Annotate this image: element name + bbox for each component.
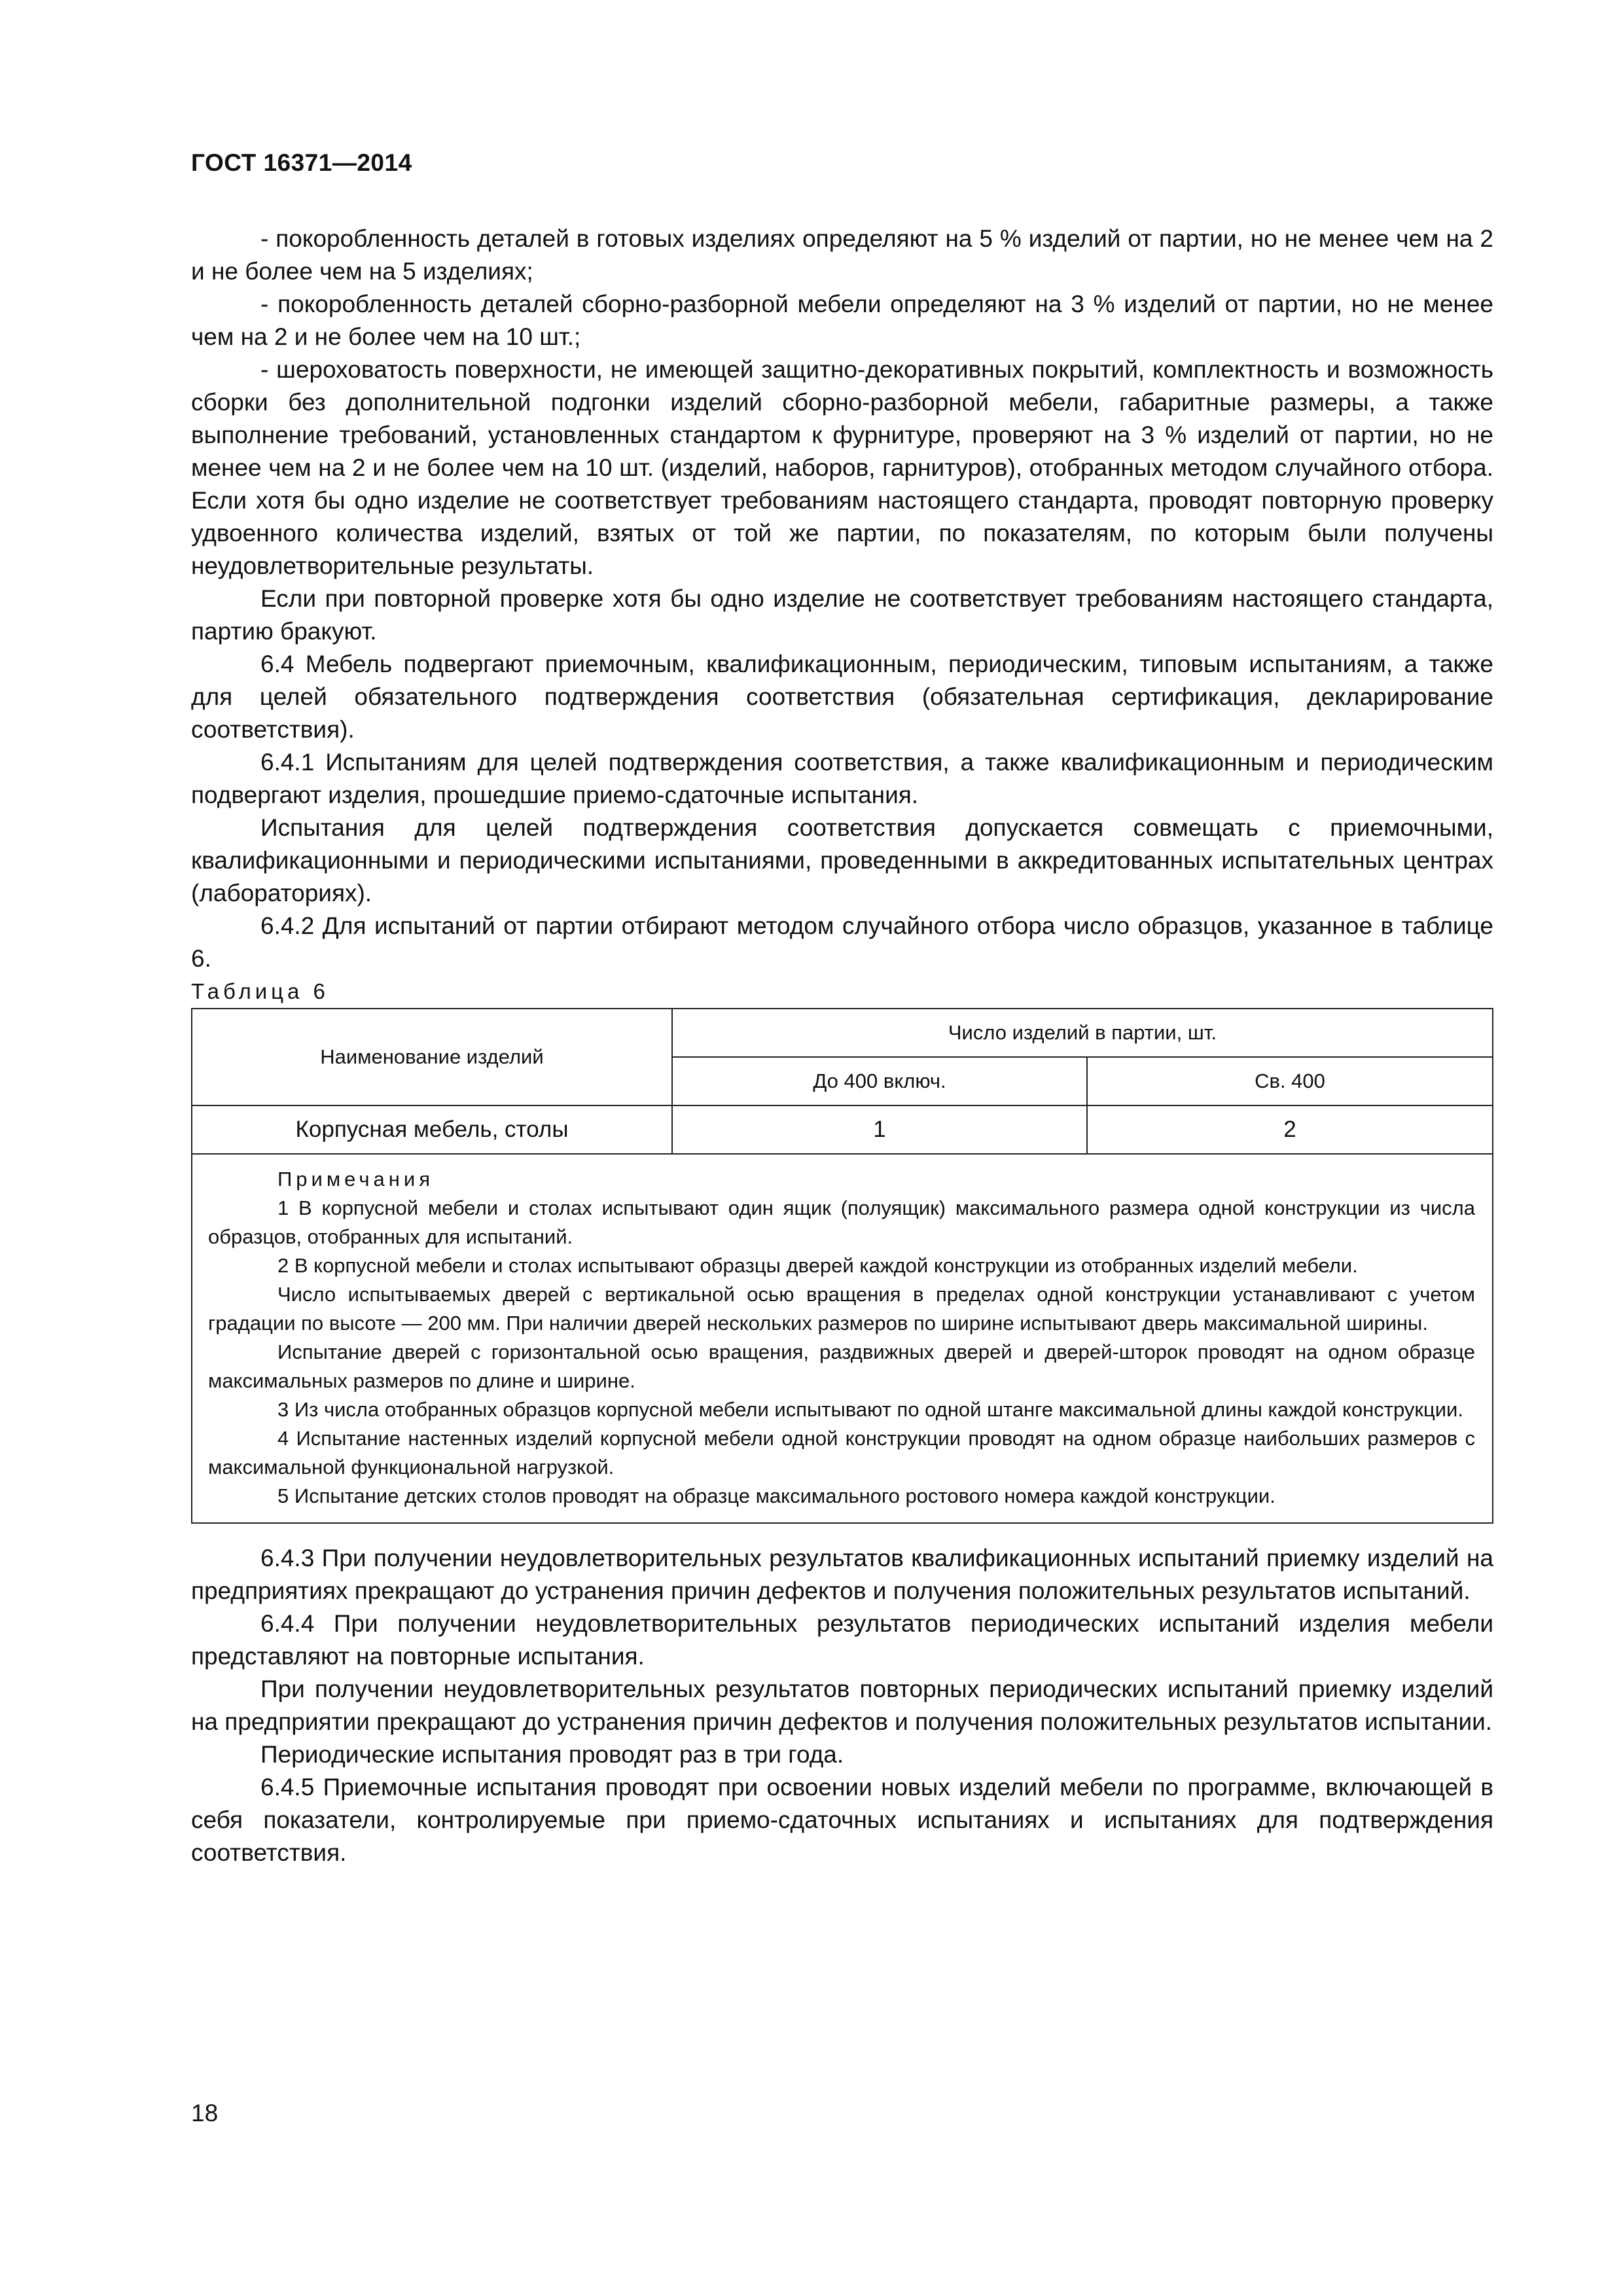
body-text [191,223,1493,1869]
column-header-name: Наименование изделий [192,1009,672,1105]
table-6 [191,1008,1493,1524]
paragraph: При получении неудовлетворительных результатов повторных периодических испытаний приемку изделий на предприятии прекращают до устранения причин дефектов и получения положительных результатов испытании. [191,1676,1493,1735]
standard-header: ГОСТ 16371—2014 [191,149,412,176]
note-item: 3 Из числа отобранных образцов корпусной мебели испытывают по одной штанге максимальной длины каждой конструкции. [277,1398,1463,1421]
paragraph: 6.4.5 Приемочные испытания проводят при освоении новых изделий мебели по программе, включающей в себя показатели, контролируемые при приемо-сдаточных испытаниях и испытаниях для подтверждения соответствия. [191,1774,1493,1866]
note-item: 2 В корпусной мебели и столах испытывают образцы дверей каждой конструкции из отобранных изделий мебели. [277,1254,1358,1277]
note-item: 4 Испытание настенных изделий корпусной мебели одной конструкции проводят на одном образце наибольших размеров с максимальной функциональной нагрузкой. [208,1427,1475,1479]
table-cell-over-400: 2 [1087,1105,1493,1154]
note-item: 5 Испытание детских столов проводят на образце максимального ростового номера каждой конструкции. [277,1484,1275,1507]
column-header-group: Число изделий в партии, шт. [672,1009,1493,1057]
note-item: Число испытываемых дверей с вертикальной осью вращения в пределах одной конструкции устанавливают с учетом градации по высоте — 200 мм. При наличии дверей нескольких размеров по ширине испытывают дверь максимальной ширины. [208,1283,1475,1335]
paragraph: Испытания для целей подтверждения соответствия допускается совмещать с приемочными, квалификационными и периодическими испытаниями, проведенными в аккредитованных испытательных центрах (лабораториях). [191,814,1493,906]
note-item: 1 В корпусной мебели и столах испытывают один ящик (полуящик) максимального размера одной конструкции из числа образцов, отобранных для испытаний. [208,1196,1475,1248]
notes-title: Примечания [277,1168,434,1191]
paragraph: 6.4.4 При получении неудовлетворительных результатов периодических испытаний изделия мебели представляют на повторные испытания. [191,1610,1493,1670]
column-header-over-400: Св. 400 [1087,1057,1493,1105]
column-header-up-to-400: До 400 включ. [672,1057,1087,1105]
paragraph: - покоробленность деталей сборно-разборной мебели определяют на 3 % изделий от партии, но не менее чем на 2 и не более чем на 10 шт.; [191,291,1493,350]
table-cell-up-to-400: 1 [672,1105,1087,1154]
paragraph: - шероховатость поверхности, не имеющей защитно-декоративных покрытий, комплектность и возможность сборки без дополнительной подгонки изделий сборно-разборной мебели, габаритные размеры, а также выполнение требований, установленных стандартом к фурнитуре, проверяют на 3 % изделий от партии, но не менее чем на 2 и не более чем на 10 шт. (изделий, наборов, гарнитуров), отобранных методом случайного отбора. Если хотя бы одно изделие не соответствует требованиям настоящего стандарта, проводят повторную проверку удвоенного количества изделий, взятых от той же партии, по показателям, по которым были получены неудовлетворительные результаты. [191,356,1493,579]
page-number: 18 [191,2100,219,2126]
table-notes [192,1154,1493,1523]
paragraph: 6.4.3 При получении неудовлетворительных результатов квалификационных испытаний приемку изделий на предприятиях прекращают до устранения причин дефектов и получения положительных результатов испытаний. [191,1545,1493,1604]
paragraph: 6.4 Мебель подвергают приемочным, квалификационным, периодическим, типовым испытаниям, а также для целей обязательного подтверждения соответствия (обязательная сертификация, декларирование соответствия). [191,651,1493,743]
table-label: Таблица 6 [191,979,329,1003]
paragraph: - покоробленность деталей в готовых изделиях определяют на 5 % изделий от партии, но не менее чем на 2 и не более чем на 5 изделиях; [191,225,1493,285]
paragraph: Если при повторной проверке хотя бы одно изделие не соответствует требованиям настоящего стандарта, партию бракуют. [191,585,1493,645]
paragraph: 6.4.1 Испытаниям для целей подтверждения соответствия, а также квалификационным и периодическим подвергают изделия, прошедшие приемо-сдаточные испытания. [191,749,1493,808]
paragraph: 6.4.2 Для испытаний от партии отбирают методом случайного отбора число образцов, указанное в таблице 6. [191,912,1493,972]
table-row [192,1105,1493,1154]
table-cell-name: Корпусная мебель, столы [192,1105,672,1154]
note-item: Испытание дверей с горизонтальной осью вращения, раздвижных дверей и дверей-шторок проводят на одном образце максимальных размеров по длине и ширине. [208,1340,1475,1392]
paragraph: Периодические испытания проводят раз в три года. [260,1741,844,1768]
